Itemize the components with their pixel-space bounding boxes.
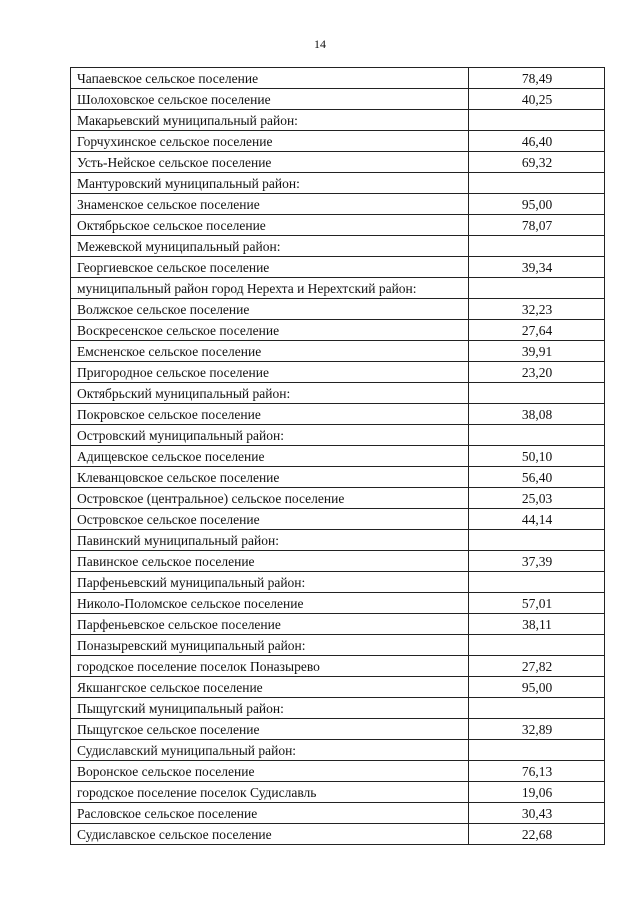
row-value: 22,68 [469,824,605,845]
row-name: Парфеньевский муниципальный район: [71,572,469,593]
row-name: Островский муниципальный район: [71,425,469,446]
row-value: 50,10 [469,446,605,467]
row-name: Клеванцовское сельское поселение [71,467,469,488]
settlement-table [70,67,605,845]
row-value: 39,91 [469,341,605,362]
row-name: Судиславское сельское поселение [71,824,469,845]
row-value [469,698,605,719]
row-value [469,425,605,446]
table-row [71,110,605,131]
row-name: Октябрьское сельское поселение [71,215,469,236]
table-row [71,677,605,698]
row-value [469,740,605,761]
page-number: 14 [314,37,326,51]
row-value: 23,20 [469,362,605,383]
row-name: Мантуровский муниципальный район: [71,173,469,194]
row-value: 56,40 [469,467,605,488]
row-name: Островское (центральное) сельское поселение [71,488,469,509]
row-value: 38,08 [469,404,605,425]
row-value: 69,32 [469,152,605,173]
row-value [469,635,605,656]
row-name: Воронское сельское поселение [71,761,469,782]
table-row [71,320,605,341]
row-name: Пыщугский муниципальный район: [71,698,469,719]
row-name: Знаменское сельское поселение [71,194,469,215]
row-name: городское поселение поселок Судиславль [71,782,469,803]
table-row [71,194,605,215]
table-row [71,383,605,404]
row-value [469,530,605,551]
row-name: Николо-Поломское сельское поселение [71,593,469,614]
row-name: Воскресенское сельское поселение [71,320,469,341]
row-name: Пригородное сельское поселение [71,362,469,383]
table-row [71,656,605,677]
row-name: Парфеньевское сельское поселение [71,614,469,635]
row-value: 95,00 [469,677,605,698]
row-value [469,236,605,257]
row-value: 19,06 [469,782,605,803]
row-value: 95,00 [469,194,605,215]
row-value [469,572,605,593]
row-value: 25,03 [469,488,605,509]
row-name: Павинское сельское поселение [71,551,469,572]
table-row [71,341,605,362]
table-row [71,404,605,425]
table-row [71,152,605,173]
row-name: Макарьевский муниципальный район: [71,110,469,131]
row-value [469,383,605,404]
table-row [71,824,605,845]
table-row [71,782,605,803]
row-value: 78,49 [469,68,605,89]
row-name: Октябрьский муниципальный район: [71,383,469,404]
row-name: Георгиевское сельское поселение [71,257,469,278]
row-value: 76,13 [469,761,605,782]
row-name: Поназыревский муниципальный район: [71,635,469,656]
row-name: Адищевское сельское поселение [71,446,469,467]
row-name: Островское сельское поселение [71,509,469,530]
row-name: Якшангское сельское поселение [71,677,469,698]
table-row [71,173,605,194]
table-row [71,761,605,782]
row-name: городское поселение поселок Поназырево [71,656,469,677]
row-value [469,110,605,131]
table-row [71,68,605,89]
row-value: 27,64 [469,320,605,341]
row-value: 46,40 [469,131,605,152]
row-value: 78,07 [469,215,605,236]
row-name: Судиславский муниципальный район: [71,740,469,761]
row-name: Усть-Нейское сельское поселение [71,152,469,173]
table-row [71,89,605,110]
table-row [71,236,605,257]
table-row [71,425,605,446]
row-value: 32,23 [469,299,605,320]
table-row [71,467,605,488]
row-name: Пыщугское сельское поселение [71,719,469,740]
table-row [71,215,605,236]
row-value: 30,43 [469,803,605,824]
table-row [71,614,605,635]
row-name: Волжское сельское поселение [71,299,469,320]
row-name: Чапаевское сельское поселение [71,68,469,89]
row-value: 32,89 [469,719,605,740]
table-row [71,530,605,551]
row-name: муниципальный район город Нерехта и Нерехтский район: [71,278,469,299]
table-row [71,362,605,383]
table-row [71,593,605,614]
table-row [71,299,605,320]
table-row [71,446,605,467]
row-value: 39,34 [469,257,605,278]
table-row [71,509,605,530]
row-name: Межевской муниципальный район: [71,236,469,257]
table-row [71,719,605,740]
row-name: Емсненское сельское поселение [71,341,469,362]
table-row [71,803,605,824]
row-value: 57,01 [469,593,605,614]
row-value: 37,39 [469,551,605,572]
table-row [71,278,605,299]
row-value [469,278,605,299]
table-row [71,131,605,152]
row-value: 27,82 [469,656,605,677]
table-row [71,635,605,656]
table-row [71,572,605,593]
row-value: 40,25 [469,89,605,110]
table-row [71,698,605,719]
row-name: Шолоховское сельское поселение [71,89,469,110]
row-value: 44,14 [469,509,605,530]
row-name: Покровское сельское поселение [71,404,469,425]
table-row [71,551,605,572]
row-name: Павинский муниципальный район: [71,530,469,551]
table-row [71,257,605,278]
table-row [71,488,605,509]
row-name: Расловское сельское поселение [71,803,469,824]
table-row [71,740,605,761]
row-value [469,173,605,194]
row-value: 38,11 [469,614,605,635]
row-name: Горчухинское сельское поселение [71,131,469,152]
